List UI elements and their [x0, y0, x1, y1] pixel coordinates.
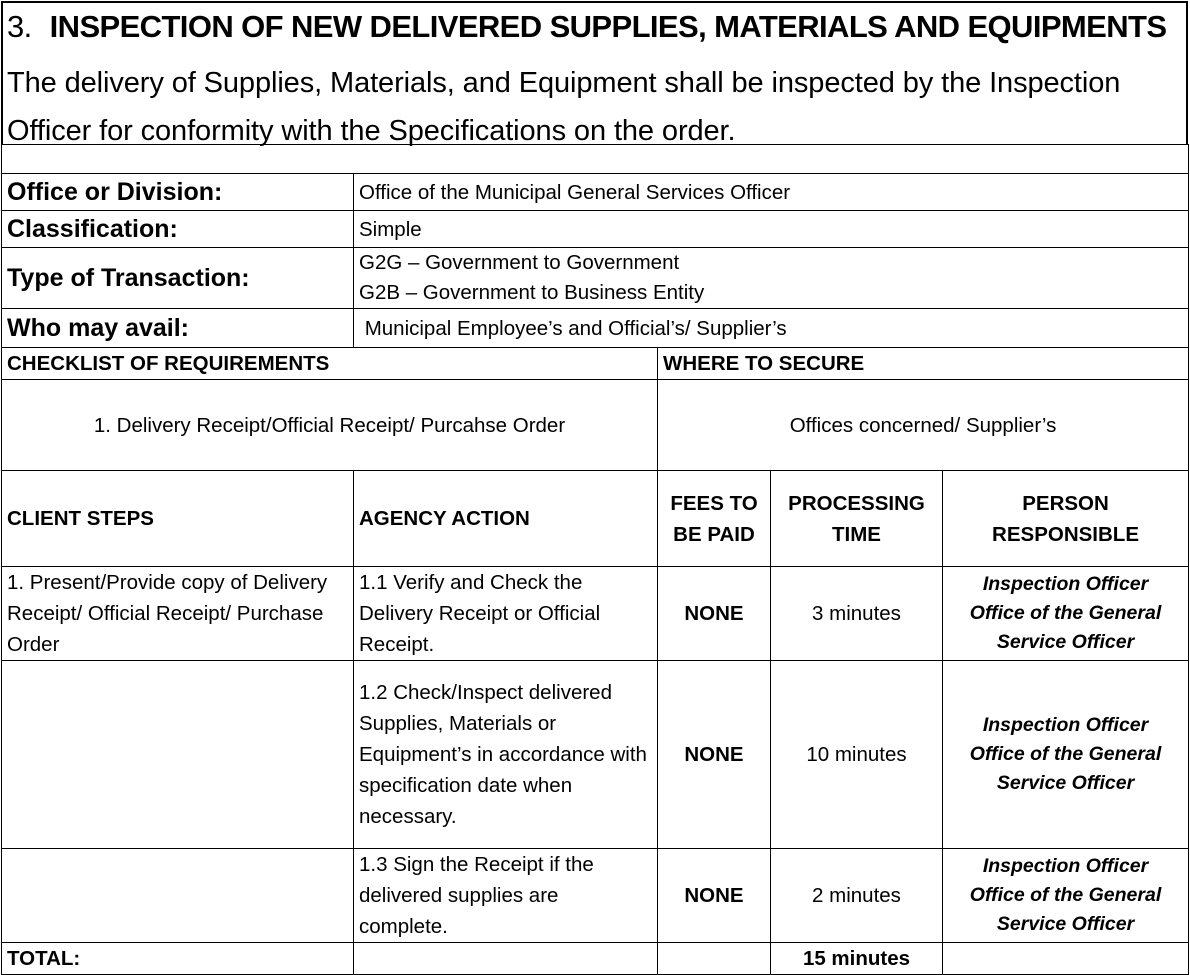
agency-action: 1.1 Verify and Check the Delivery Receipt or Official Receipt.: [354, 567, 658, 661]
fees-header-line1: FEES TO: [670, 491, 758, 515]
office-value: Office of the Municipal General Services Officer: [354, 174, 1189, 211]
person-responsible: [943, 567, 1189, 661]
person-line1: Inspection Officer: [982, 714, 1149, 736]
person-line1: Inspection Officer: [982, 573, 1149, 595]
classification-row: [2, 211, 1189, 248]
requirements-header-row: [2, 348, 1189, 380]
time-header-line1: PROCESSING: [788, 491, 925, 515]
checklist-header: CHECKLIST OF REQUIREMENTS: [2, 348, 658, 380]
fees-value: NONE: [658, 661, 771, 849]
section-title-text: INSPECTION OF NEW DELIVERED SUPPLIES, MATERIALS AND EQUIPMENTS: [49, 9, 1167, 44]
person-line3: Service Officer: [996, 772, 1135, 794]
person-line1: Inspection Officer: [982, 855, 1149, 877]
office-row: [2, 174, 1189, 211]
total-time: 15 minutes: [771, 943, 943, 975]
total-row: [2, 943, 1189, 975]
agency-action-header: AGENCY ACTION: [354, 471, 658, 567]
total-label: TOTAL:: [2, 943, 354, 975]
transaction-row: [2, 248, 1189, 309]
person-line2: Office of the General: [969, 602, 1162, 624]
person-header-line1: PERSON: [1022, 491, 1109, 515]
requirement-where: Offices concerned/ Supplier’s: [658, 380, 1189, 471]
fees-value: NONE: [658, 849, 771, 943]
avail-row: [2, 309, 1189, 348]
requirement-row: [2, 380, 1189, 471]
avail-value: Municipal Employee’s and Official’s/ Supplier’s: [354, 309, 1189, 348]
section-title: [7, 9, 1166, 45]
table-row: [2, 849, 1189, 943]
section-number: 3.: [7, 9, 32, 44]
processing-time-header: [771, 471, 943, 567]
citizen-charter-table: [1, 144, 1189, 975]
classification-value: Simple: [354, 211, 1189, 248]
fees-header: [658, 471, 771, 567]
client-step: 1. Present/Provide copy of Delivery Receipt/ Official Receipt/ Purchase Order: [2, 567, 354, 661]
person-header-line2: RESPONSIBLE: [992, 522, 1139, 546]
steps-header-row: [2, 471, 1189, 567]
transaction-values: [354, 248, 1189, 309]
avail-label: Who may avail:: [2, 309, 354, 348]
agency-action: 1.3 Sign the Receipt if the delivered supplies are complete.: [354, 849, 658, 943]
where-to-secure-header: WHERE TO SECURE: [658, 348, 1189, 380]
office-label: Office or Division:: [2, 174, 354, 211]
fees-value: NONE: [658, 567, 771, 661]
transaction-value-g2g: G2G – Government to Government: [359, 251, 680, 274]
person-responsible: [943, 849, 1189, 943]
client-steps-header: CLIENT STEPS: [2, 471, 354, 567]
transaction-value-g2b: G2B – Government to Business Entity: [359, 281, 705, 304]
person-line2: Office of the General: [969, 884, 1162, 906]
time-header-line2: TIME: [832, 522, 881, 546]
processing-time: 3 minutes: [771, 567, 943, 661]
client-step: [2, 849, 354, 943]
table-row: [2, 567, 1189, 661]
processing-time: 10 minutes: [771, 661, 943, 849]
person-line2: Office of the General: [969, 743, 1162, 765]
section-header: [1, 1, 1188, 147]
client-step: [2, 661, 354, 849]
spacer-row: [2, 145, 1189, 174]
section-description: The delivery of Supplies, Materials, and Equipment shall be inspected by the Inspection Officer for conformity with the Specifications on the order.: [7, 67, 1121, 147]
classification-label: Classification:: [2, 211, 354, 248]
person-responsible-header: [943, 471, 1189, 567]
transaction-label: Type of Transaction:: [2, 248, 354, 309]
person-responsible: [943, 661, 1189, 849]
requirement-item: 1. Delivery Receipt/Official Receipt/ Purcahse Order: [2, 380, 658, 471]
person-line3: Service Officer: [996, 631, 1135, 653]
person-line3: Service Officer: [996, 913, 1135, 935]
table-row: [2, 661, 1189, 849]
processing-time: 2 minutes: [771, 849, 943, 943]
fees-header-line2: BE PAID: [673, 522, 755, 546]
agency-action: 1.2 Check/Inspect delivered Supplies, Materials or Equipment’s in accordance with specification date when necessary.: [354, 661, 658, 849]
